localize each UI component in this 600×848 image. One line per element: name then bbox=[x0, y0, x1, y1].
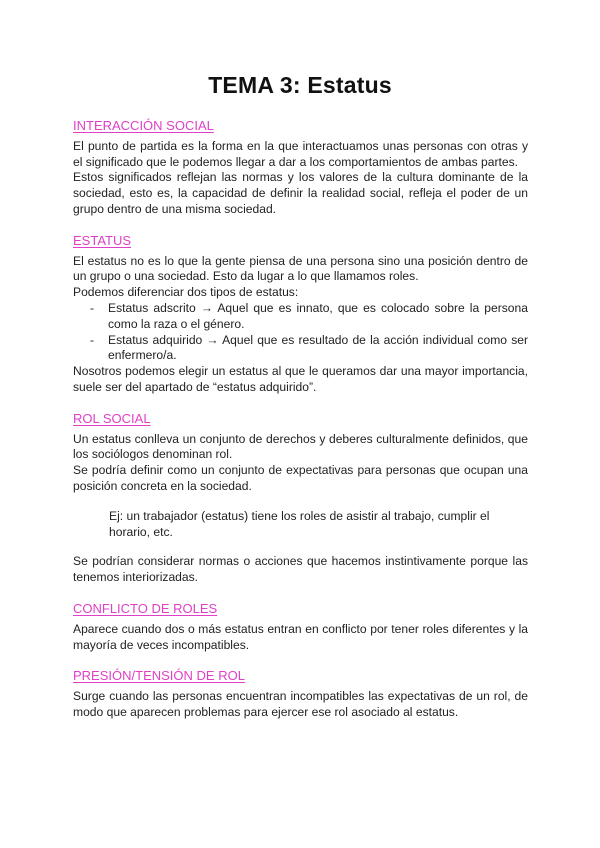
section-heading: PRESIÓN/TENSIÓN DE ROL bbox=[73, 668, 245, 684]
section-heading: ESTATUS bbox=[73, 232, 132, 248]
example-text: Ej: un trabajador (estatus) tiene los roles de asistir al trabajo, cumplir el horario, etc. bbox=[109, 508, 490, 539]
section-interaccion-social bbox=[73, 118, 528, 218]
paragraph: Aparece cuando dos o más estatus entran en conflicto por tener roles diferentes y la mayoría de veces incompatibles. bbox=[73, 621, 528, 652]
paragraph: Nosotros podemos elegir un estatus al que le queramos dar una mayor importancia, suele ser del apartado de “estatus adquirido”. bbox=[73, 364, 528, 394]
paragraph: El estatus no es lo que la gente piensa de una persona sino una posición dentro de un grupo o una sociedad. Esto da lugar a lo que llamamos roles. bbox=[73, 253, 528, 284]
list-item-text: Estatus adquirido → Aquel que es resultado de la acción individual como ser enfermero/a. bbox=[108, 332, 528, 363]
paragraph: Se podrían considerar normas o acciones que hacemos instintivamente porque las tenemos interiorizadas. bbox=[73, 554, 528, 585]
paragraph: Un estatus conlleva un conjunto de derechos y deberes culturalmente definidos, que los sociólogos denominan rol. bbox=[73, 431, 528, 462]
section-heading: CONFLICTO DE ROLES bbox=[73, 600, 218, 616]
paragraph: Surge cuando las personas encuentran incompatibles las expectativas de un rol, de modo que aparecen problemas para ejercer ese rol asociado al estatus. bbox=[73, 689, 528, 719]
section-heading: INTERACCIÓN SOCIAL bbox=[73, 118, 214, 133]
section-heading: ROL SOCIAL bbox=[73, 410, 151, 426]
paragraph: El punto de partida es la forma en la que interactuamos unas personas con otras y el significado que le podemos llegar a dar a los comportamientos de ambas partes. bbox=[73, 138, 528, 169]
paragraph: Podemos diferenciar dos tipos de estatus: bbox=[73, 285, 299, 300]
page-title: TEMA 3: Estatus bbox=[208, 72, 392, 98]
list-item-text: Estatus adscrito → Aquel que es innato, que es colocado sobre la persona como la raza o el género. bbox=[108, 300, 528, 331]
section-rol-social bbox=[73, 411, 528, 586]
section-presion-tension-de-rol bbox=[73, 668, 528, 720]
dash-bullet: - bbox=[90, 300, 95, 315]
dash-bullet: - bbox=[90, 332, 95, 347]
paragraph: Se podría definir como un conjunto de expectativas para personas que ocupan una posición concreta en la sociedad. bbox=[73, 463, 528, 493]
section-estatus bbox=[73, 233, 528, 396]
paragraph: Estos significados reflejan las normas y los valores de la cultura dominante de la sociedad, esto es, la capacidad de definir la realidad social, refleja el poder de un grupo dentro de una misma sociedad. bbox=[73, 170, 528, 216]
section-conflicto-de-roles bbox=[73, 601, 528, 653]
list-item bbox=[73, 333, 528, 365]
document-body bbox=[73, 118, 528, 736]
list-item bbox=[73, 301, 528, 333]
bullet-list bbox=[73, 301, 528, 364]
